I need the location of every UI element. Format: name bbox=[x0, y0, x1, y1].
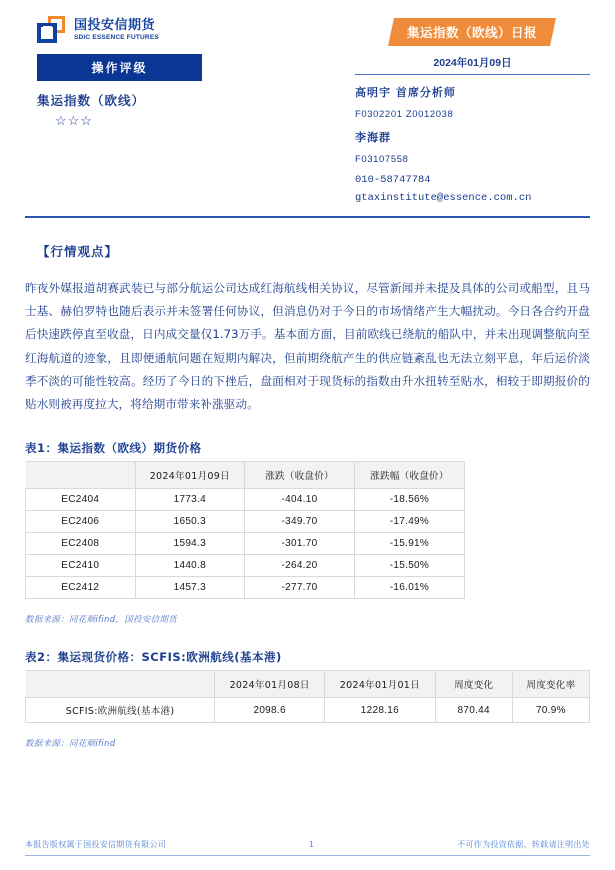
report-date: 2024年01月09日 bbox=[355, 55, 590, 75]
table2-header-row bbox=[26, 671, 590, 698]
table1-r2-c0: EC2408 bbox=[26, 533, 136, 555]
table2-col-0 bbox=[26, 671, 215, 698]
table1-r2-c3: -15.91% bbox=[354, 533, 464, 555]
table1-r3-c3: -15.50% bbox=[354, 555, 464, 577]
footer-page-number: 1 bbox=[309, 840, 315, 849]
table1-wrap bbox=[25, 461, 465, 599]
table1-r1-c1: 1650.3 bbox=[135, 511, 245, 533]
spot-price-table bbox=[25, 670, 590, 723]
table1-col-2: 涨跌（收盘价） bbox=[245, 462, 355, 489]
table1-r2-c1: 1594.3 bbox=[135, 533, 245, 555]
table2-r0-c0: SCFIS:欧洲航线(基本港) bbox=[26, 698, 215, 723]
table2-col-1: 2024年01月08日 bbox=[215, 671, 325, 698]
rating-stars: ☆☆☆ bbox=[55, 113, 93, 128]
table1-r4-c1: 1457.3 bbox=[135, 577, 245, 599]
table-row bbox=[26, 489, 465, 511]
table2-body bbox=[26, 698, 590, 723]
table1-r1-c2: -349.70 bbox=[245, 511, 355, 533]
market-view-heading: 【行情观点】 bbox=[37, 244, 119, 259]
futures-price-table bbox=[25, 461, 465, 599]
table1-body bbox=[26, 489, 465, 599]
analyst-contact-block bbox=[355, 84, 590, 204]
table-row bbox=[26, 577, 465, 599]
rating-bar-heading: 操作评级 bbox=[37, 54, 202, 81]
table1-r1-c0: EC2406 bbox=[26, 511, 136, 533]
header-right-column bbox=[355, 16, 590, 210]
table1-r3-c0: EC2410 bbox=[26, 555, 136, 577]
table1-r4-c0: EC2412 bbox=[26, 577, 136, 599]
company-logo bbox=[25, 16, 325, 44]
header-divider bbox=[25, 216, 590, 218]
header-left-column bbox=[25, 16, 325, 129]
table1-head bbox=[26, 462, 465, 489]
logo-text-cn: 国投安信期货 bbox=[74, 17, 156, 33]
logo-wordmark bbox=[74, 19, 159, 41]
footer-row bbox=[25, 839, 590, 855]
footer-disclaimer: 不可作为投资依据，转载请注明出处 bbox=[457, 840, 590, 849]
contact-email[interactable]: gtaxinstitute@essence.com.cn bbox=[355, 192, 532, 204]
table-row bbox=[26, 511, 465, 533]
table1-r1-c3: -17.49% bbox=[354, 511, 464, 533]
table1-col-1: 2024年01月09日 bbox=[135, 462, 245, 489]
analyst-code-primary: F0302201 Z0012038 bbox=[355, 109, 454, 120]
report-banner-wrap bbox=[355, 18, 590, 46]
table2-head bbox=[26, 671, 590, 698]
logo-blue-square-icon bbox=[37, 23, 57, 43]
logo-text-en: SDIC ESSENCE FUTURES bbox=[74, 34, 159, 42]
analyst-name-secondary: 李海群 bbox=[355, 131, 391, 144]
table2-r0-c4: 70.9% bbox=[512, 698, 589, 723]
table2-col-4: 周度变化率 bbox=[512, 671, 589, 698]
table-row bbox=[26, 698, 590, 723]
page-header bbox=[25, 0, 590, 210]
table2-source: 数据来源：同花顺ifind bbox=[25, 739, 116, 750]
table-row bbox=[26, 555, 465, 577]
table1-r4-c3: -16.01% bbox=[354, 577, 464, 599]
table1-r0-c3: -18.56% bbox=[354, 489, 464, 511]
analyst-name-primary: 高明宇 首席分析师 bbox=[355, 86, 456, 99]
footer-copyright: 本报告版权属于国投安信期货有限公司 bbox=[25, 840, 167, 849]
rating-subject-label: 集运指数（欧线） bbox=[37, 93, 146, 108]
table1-r4-c2: -277.70 bbox=[245, 577, 355, 599]
table2-r0-c2: 1228.16 bbox=[325, 698, 435, 723]
table1-col-3: 涨跌幅（收盘价） bbox=[354, 462, 464, 489]
table-row bbox=[26, 533, 465, 555]
contact-phone[interactable]: 010-58747784 bbox=[355, 174, 431, 186]
table1-r0-c2: -404.10 bbox=[245, 489, 355, 511]
table2-col-2: 2024年01月01日 bbox=[325, 671, 435, 698]
table1-title: 表1：集运指数（欧线）期货价格 bbox=[25, 441, 202, 456]
table2-title: 表2：集运现货价格：SCFIS:欧洲航线(基本港) bbox=[25, 650, 282, 665]
table2-r0-c3: 870.44 bbox=[435, 698, 512, 723]
logo-mark-icon bbox=[37, 16, 67, 44]
footer-divider bbox=[25, 855, 590, 856]
table1-r0-c0: EC2404 bbox=[26, 489, 136, 511]
table1-r3-c2: -264.20 bbox=[245, 555, 355, 577]
table1-r2-c2: -301.70 bbox=[245, 533, 355, 555]
table1-source: 数据来源：同花顺ifind，国投安信期货 bbox=[25, 615, 177, 626]
table1-r0-c1: 1773.4 bbox=[135, 489, 245, 511]
report-title-text: 集运指数（欧线）日报 bbox=[407, 25, 538, 40]
market-view-paragraph: 昨夜外媒报道胡赛武装已与部分航运公司达成红海航线相关协议，尽管新闻并未提及具体的公司或船型，且马士基、赫伯罗特也随后表示并未签署任何协议，但消息仍对于今日的市场情绪产生大幅扰动。今日各合约开盘后快速跌停直至收盘，日内成交量仅1.73万手。基本面方面，目前欧线已绕航的船队中，并未出现调整航向至红海航道的迹象，且即便通航问题在短期内解决，但前期绕航产生的供应链紊乱也无法立刻平息，年后运价淡季不淡的可能性较高。经历了今日的下挫后，盘面相对于现货标的指数由升水扭转至贴水，相较于即期报价的贴水则被再度拉大，将给期市带来补涨驱动。 bbox=[25, 281, 590, 411]
page-footer bbox=[25, 839, 590, 856]
table2-wrap bbox=[25, 670, 590, 723]
analyst-code-secondary: F03107558 bbox=[355, 154, 409, 165]
table2-col-3: 周度变化 bbox=[435, 671, 512, 698]
table1-header-row bbox=[26, 462, 465, 489]
report-title-banner bbox=[389, 18, 557, 46]
table2-r0-c1: 2098.6 bbox=[215, 698, 325, 723]
table1-col-0 bbox=[26, 462, 136, 489]
table1-r3-c1: 1440.8 bbox=[135, 555, 245, 577]
